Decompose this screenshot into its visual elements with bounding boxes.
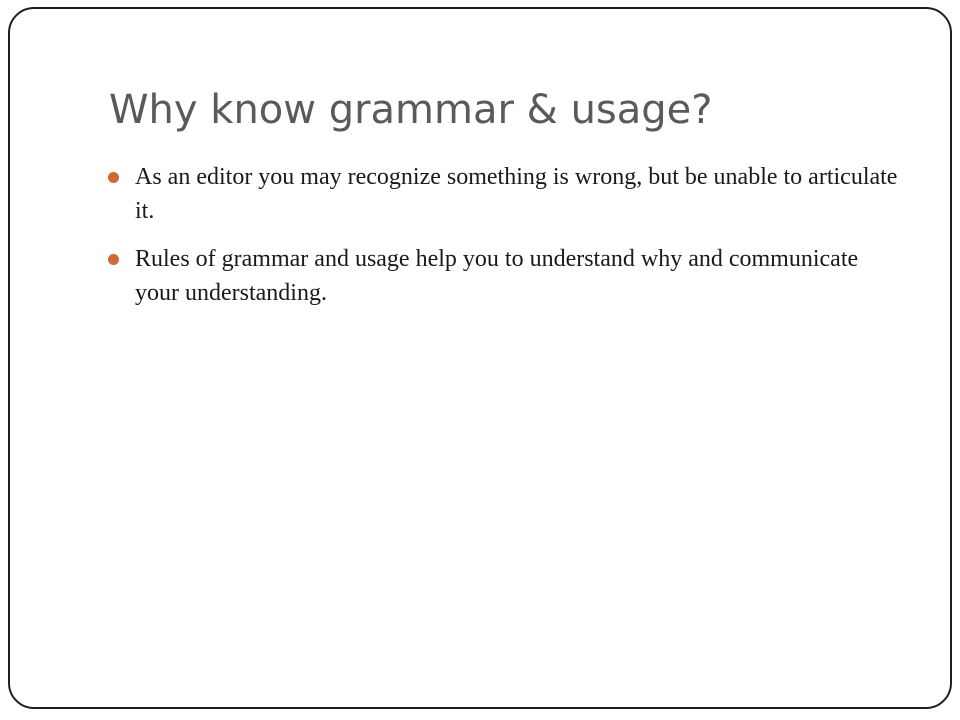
bullet-dot-icon [108,172,119,183]
bullet-list [108,160,898,324]
bullet-item [108,160,898,228]
bullet-text: Rules of grammar and usage help you to understand why and communicate your understanding. [135,246,859,306]
bullet-text: As an editor you may recognize something is wrong, but be unable to articulate it. [135,164,898,224]
bullet-dot-icon [108,254,119,265]
bullet-item [108,242,898,310]
slide-title: Why know grammar & usage? [109,87,713,133]
